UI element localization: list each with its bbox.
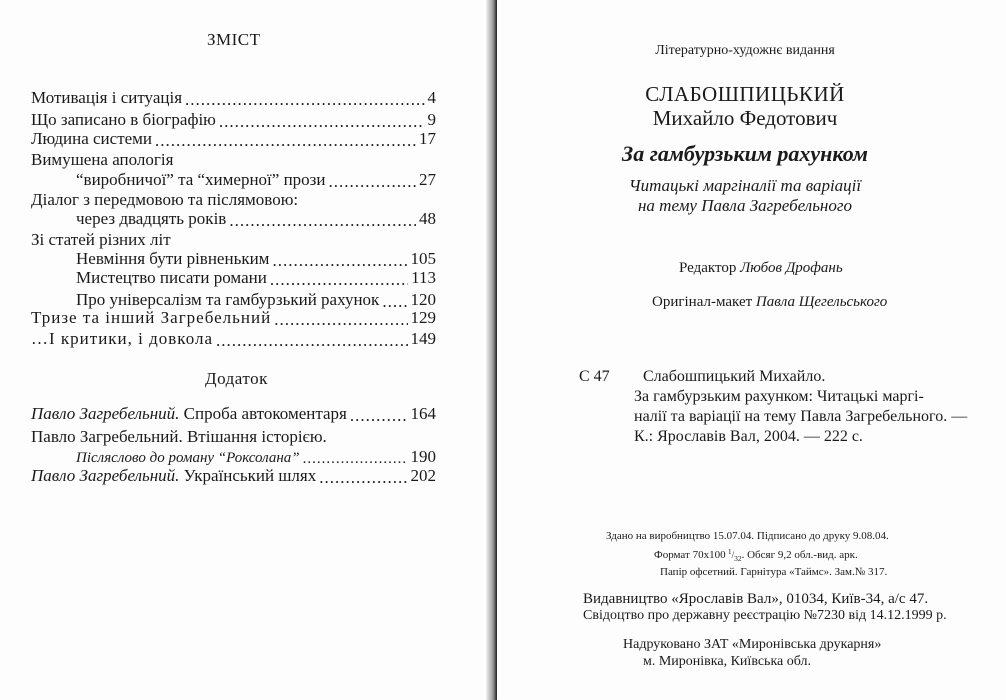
toc-entry-title: “виробничої” та “химерної” прози	[76, 170, 326, 189]
book-title: За гамбурзьким рахунком	[622, 141, 868, 166]
toc-entry-page: 120	[410, 290, 436, 309]
toc-entry-page: 48	[419, 209, 436, 228]
toc-leader-dots	[229, 212, 416, 229]
toc-leader-dots	[319, 469, 407, 486]
appendix-entry-author: Павло Загребельний.	[31, 427, 183, 446]
book-subtitle-line: на тему Павла Загребельного	[637, 196, 852, 215]
print-fraction-denominator: 32	[734, 553, 742, 563]
print-fraction-numerator: 1	[727, 547, 732, 556]
appendix-heading: Додаток	[205, 369, 268, 388]
author-name: Михайло Федотович	[652, 106, 838, 130]
layout-label: Оригінал-макет	[652, 294, 753, 310]
appendix-entry-page: 202	[410, 466, 436, 485]
toc-leader-dots	[270, 271, 408, 288]
toc-entry-title: Людина системи	[31, 129, 153, 148]
toc-entry-title: Тризе та інший Загребельний	[31, 308, 272, 327]
appendix-entry-title	[31, 427, 327, 447]
appendix-entry-title	[31, 404, 347, 424]
toc-entry	[76, 168, 436, 190]
toc-leader-dots	[185, 91, 424, 108]
toc-entry-title: Діалог з передмовою та післямовою:	[31, 190, 299, 209]
catalog-line: налії та варіації на тему Павла Загребельного. —	[634, 408, 968, 425]
toc-entry	[31, 327, 436, 349]
editor-name: Любов Дрофань	[740, 260, 843, 276]
appendix-entry-title	[31, 466, 316, 486]
layout-name: Павла Щегельського	[755, 294, 888, 310]
book-subtitle-line: Читацькі маргіналії та варіації	[628, 176, 862, 195]
printer-line: Надруковано ЗАТ «Миронівська друкарня»	[623, 637, 882, 652]
toc-leader-dots	[216, 332, 407, 349]
appendix-entry-page: 164	[410, 404, 436, 423]
toc-entry	[31, 127, 436, 149]
toc-entry	[76, 266, 436, 288]
toc-entry-title: Невміння бути рівненьким	[76, 249, 270, 268]
toc-entry-title: Вимушена апологія	[31, 150, 174, 169]
toc-entry	[31, 86, 436, 108]
author-surname: СЛАБОШПИЦЬКИЙ	[645, 82, 845, 106]
appendix-entry-author: Павло Загребельний.	[31, 466, 180, 485]
print-info-line: Формат 70x100 $^1/_{32}$. Обсяг 9,2 обл.-вид. арк.	[654, 547, 858, 563]
print-volume: . Обсяг 9,2 обл.-вид. арк.	[741, 549, 858, 561]
appendix-entry-title: Післяслово до роману “Роксолана”	[76, 450, 300, 466]
edition-type: Літературно-художнє видання	[655, 43, 835, 58]
print-info-line: Здано на виробництво 15.07.04. Підписано до друку 9.08.04.	[606, 530, 889, 542]
toc-entry-title: Мотивація і ситуація	[31, 88, 183, 107]
print-info-line: Папір офсетний. Гарнітура «Таймс». Зам.№ 317.	[660, 566, 888, 578]
contents-heading: ЗМІСТ	[207, 30, 261, 49]
print-format: Формат 70x100	[654, 549, 726, 561]
appendix-entry-name: Втішання історією.	[186, 427, 327, 446]
toc-entry-page: 27	[419, 170, 436, 189]
publisher-line: Видавництво «Ярославів Вал», 01034, Київ-34, а/с 47.	[583, 591, 929, 607]
toc-leader-dots	[350, 407, 408, 424]
right-page-imprint	[497, 0, 1006, 700]
left-page-contents	[0, 0, 494, 700]
catalog-line: За гамбурзьким рахунком: Читацькі маргі-	[634, 388, 924, 405]
toc-entry-title: Про універсалізм та гамбурзький рахунок	[76, 290, 380, 309]
toc-entry	[76, 207, 436, 229]
toc-entry-page: 105	[410, 249, 436, 268]
toc-entry-title: Зі статей різних літ	[31, 230, 171, 249]
toc-entry-page: 149	[410, 329, 436, 348]
toc-entry	[31, 306, 436, 328]
publisher-line: Свідоцтво про державну реєстрацію №7230 від 14.12.1999 р.	[583, 608, 947, 623]
editor-label: Редактор	[679, 260, 737, 276]
catalog-line: К.: Ярославів Вал, 2004. — 222 с.	[634, 428, 863, 445]
printer-line: м. Миронівка, Київська обл.	[643, 654, 812, 669]
catalog-code: С 47	[579, 368, 610, 385]
toc-leader-dots	[155, 132, 416, 149]
appendix-entry-page: 190	[410, 447, 436, 466]
toc-entry-title: через двадцять років	[76, 209, 227, 228]
toc-leader-dots	[329, 173, 417, 190]
toc-entry-title: Що записано в біографію	[31, 110, 216, 129]
appendix-entry-author: Павло Загребельний.	[31, 404, 180, 423]
appendix-entry	[31, 402, 436, 424]
toc-entry-page: 17	[419, 129, 436, 148]
appendix-entry-name: Український шлях	[183, 466, 317, 485]
toc-entry-page: 4	[427, 88, 436, 107]
toc-entry-page: 113	[411, 268, 436, 287]
toc-leader-dots	[274, 311, 407, 328]
toc-entry-title: …І критики, і довкола	[31, 329, 214, 348]
catalog-line: Слабошпицький Михайло.	[643, 368, 826, 385]
layout-credit	[652, 294, 887, 311]
editor-credit	[679, 260, 843, 277]
toc-entry-page: 9	[427, 110, 436, 129]
appendix-entry	[31, 464, 436, 486]
toc-entry-page: 129	[410, 308, 436, 327]
appendix-entry-name: Спроба автокоментаря	[183, 404, 347, 423]
toc-entry-title: Мистецтво писати романи	[76, 268, 267, 287]
